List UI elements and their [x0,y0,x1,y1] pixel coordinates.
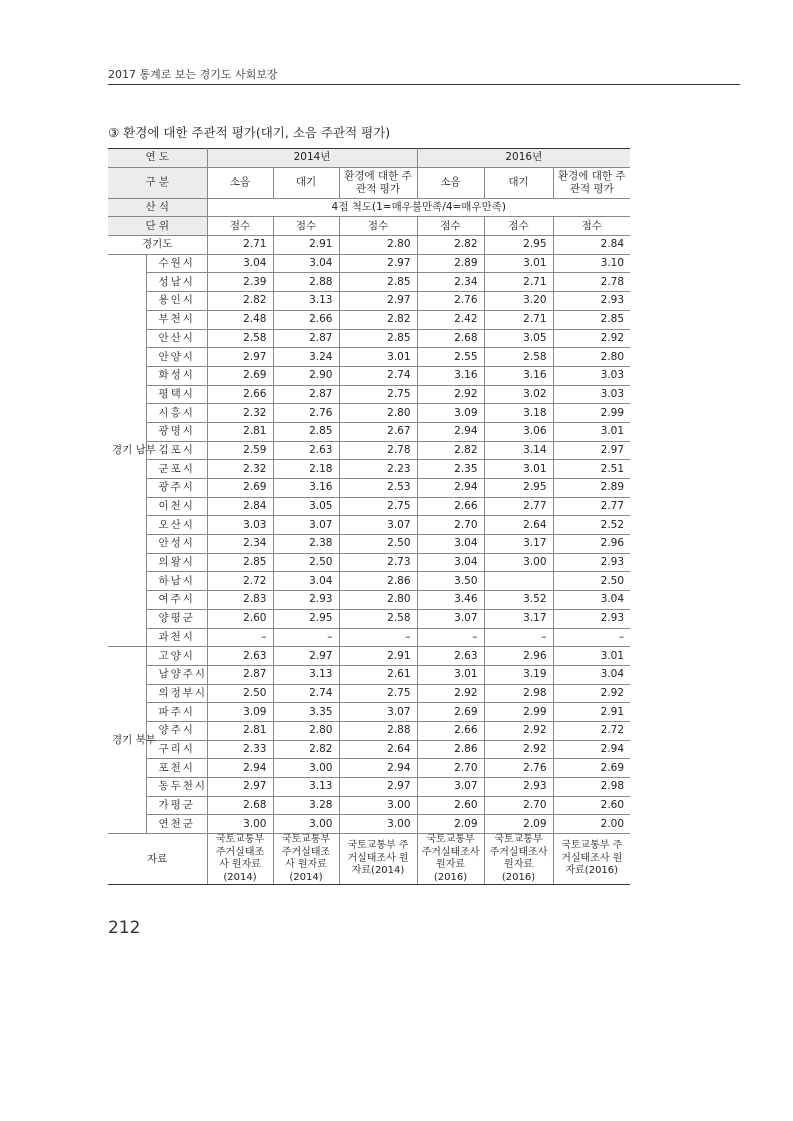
table-row [108,740,630,759]
value-cell: 2.80 [553,348,630,367]
city-name: 성남시 [146,273,207,292]
table-row [108,609,630,628]
value-cell: 3.09 [417,404,484,423]
value-cell: 2.69 [553,759,630,778]
value-cell: 2.60 [553,796,630,815]
value-cell: 2.32 [207,460,273,479]
value-cell: 2.97 [553,441,630,460]
value-cell: 2.18 [273,460,339,479]
value-cell: 2.50 [553,572,630,591]
value-cell: 2.70 [484,796,553,815]
value-cell: 2.69 [417,703,484,722]
value-cell: 2.42 [417,310,484,329]
value-cell: 2.97 [207,778,273,797]
value-cell: 3.17 [484,535,553,554]
source-cell: 국토교통부 주거실태조사 원자료(2016) [553,834,630,885]
value-cell: 2.70 [417,516,484,535]
value-cell: 2.80 [339,236,417,255]
value-cell: 2.85 [553,310,630,329]
value-cell: 2.72 [207,572,273,591]
value-cell: 2.58 [484,348,553,367]
value-cell: 2.82 [417,236,484,255]
page-number: 212 [108,918,141,938]
value-cell: 2.85 [339,273,417,292]
value-cell: 2.38 [273,535,339,554]
value-cell: 3.07 [417,778,484,797]
value-cell: – [417,628,484,647]
city-name: 안양시 [146,348,207,367]
category-label: 구 분 [108,167,207,198]
table-row [108,292,630,311]
value-cell: 2.94 [207,759,273,778]
table-row [108,479,630,498]
value-cell: 2.74 [339,366,417,385]
table-row [108,553,630,572]
value-cell: 2.98 [484,684,553,703]
value-cell: 2.97 [339,254,417,273]
value-cell: 2.87 [273,329,339,348]
city-name: 안산시 [146,329,207,348]
value-cell: – [207,628,273,647]
value-cell: 2.97 [339,778,417,797]
value-cell: 3.02 [484,385,553,404]
city-name: 의정부시 [146,684,207,703]
value-cell: 3.16 [417,366,484,385]
city-name: 이천시 [146,497,207,516]
value-cell: 2.82 [339,310,417,329]
unit-cell: 점수 [417,217,484,236]
header-row-category [108,167,630,198]
value-cell: 2.92 [484,721,553,740]
value-cell: 3.00 [339,815,417,834]
value-cell: 2.70 [417,759,484,778]
header-row-year [108,149,630,168]
source-label: 자료 [108,834,207,885]
value-cell: 2.60 [207,609,273,628]
value-cell: 2.69 [207,479,273,498]
city-name: 포천시 [146,759,207,778]
city-name: 양주시 [146,721,207,740]
value-cell: 2.66 [207,385,273,404]
value-cell: 2.53 [339,479,417,498]
value-cell: 2.32 [207,404,273,423]
value-cell: 3.09 [207,703,273,722]
value-cell: 2.99 [484,703,553,722]
value-cell: 3.06 [484,422,553,441]
value-cell: 3.20 [484,292,553,311]
table-row [108,591,630,610]
value-cell: 2.68 [417,329,484,348]
value-cell: 3.04 [553,591,630,610]
value-cell: 3.07 [339,516,417,535]
value-cell: 2.92 [553,684,630,703]
value-cell: 2.94 [339,759,417,778]
value-cell: 2.64 [339,740,417,759]
value-cell [484,572,553,591]
table-body [108,149,630,885]
table-row [108,516,630,535]
city-name: 구리시 [146,740,207,759]
table-row [108,385,630,404]
value-cell: 2.94 [417,422,484,441]
table-row [108,422,630,441]
unit-cell: 점수 [553,217,630,236]
value-cell: 2.69 [207,366,273,385]
value-cell: 2.58 [207,329,273,348]
table-row [108,535,630,554]
value-cell: 3.14 [484,441,553,460]
value-cell: 3.00 [273,759,339,778]
value-cell: 2.64 [484,516,553,535]
value-cell: 2.96 [484,647,553,666]
value-cell: 3.04 [553,665,630,684]
value-cell: 2.75 [339,684,417,703]
value-cell: 3.28 [273,796,339,815]
city-name: 광주시 [146,479,207,498]
value-cell: 2.61 [339,665,417,684]
value-cell: 3.52 [484,591,553,610]
value-cell: 2.78 [339,441,417,460]
value-cell: 3.00 [273,815,339,834]
table-row [108,497,630,516]
value-cell: 3.00 [484,553,553,572]
value-cell: 2.91 [553,703,630,722]
table-row [108,684,630,703]
value-cell: 3.35 [273,703,339,722]
unit-cell: 점수 [484,217,553,236]
value-cell: 2.76 [417,292,484,311]
city-name: 양평군 [146,609,207,628]
value-cell: 2.71 [207,236,273,255]
table-row [108,273,630,292]
value-cell: – [339,628,417,647]
table-row [108,703,630,722]
value-cell: 2.81 [207,721,273,740]
value-cell: 2.09 [417,815,484,834]
table-row [108,441,630,460]
value-cell: 3.50 [417,572,484,591]
city-name: 화성시 [146,366,207,385]
value-cell: 2.98 [553,778,630,797]
formula-label: 산 식 [108,198,207,217]
section-title: ③ 환경에 대한 주관적 평가(대기, 소음 주관적 평가) [108,125,391,140]
value-cell: 2.50 [339,535,417,554]
value-cell: 3.10 [553,254,630,273]
value-cell: 2.97 [339,292,417,311]
value-cell: 2.71 [484,310,553,329]
unit-cell: 점수 [207,217,273,236]
col-env-2014: 환경에 대한 주관적 평가 [339,167,417,198]
value-cell: 2.84 [553,236,630,255]
source-cell: 국토교통부 주거실태조사 원자료(2014) [207,834,273,885]
city-name: 의왕시 [146,553,207,572]
value-cell: 2.34 [207,535,273,554]
table-row [108,759,630,778]
value-cell: 2.86 [417,740,484,759]
value-cell: 2.85 [339,329,417,348]
city-name: 동두천시 [146,778,207,797]
value-cell: 2.77 [553,497,630,516]
value-cell: 3.17 [484,609,553,628]
value-cell: 2.67 [339,422,417,441]
value-cell: 2.00 [553,815,630,834]
table-row [108,310,630,329]
value-cell: 2.88 [273,273,339,292]
value-cell: 2.81 [207,422,273,441]
value-cell: 2.92 [553,329,630,348]
col-air-2016: 대기 [484,167,553,198]
value-cell: 3.13 [273,292,339,311]
table-row [108,348,630,367]
table-row [108,404,630,423]
year-2016-header: 2016년 [417,149,630,168]
value-cell: 2.94 [553,740,630,759]
value-cell: 2.94 [417,479,484,498]
header-row-unit [108,217,630,236]
table-row [108,460,630,479]
value-cell: 3.01 [484,254,553,273]
value-cell: 2.76 [484,759,553,778]
value-cell: 3.01 [417,665,484,684]
unit-label: 단 위 [108,217,207,236]
total-label: 경기도 [108,236,207,255]
running-header: 2017 통계로 보는 경기도 사회보장 [108,68,278,81]
col-noise-2016: 소음 [417,167,484,198]
statistics-table [108,148,630,885]
value-cell: 2.71 [484,273,553,292]
value-cell: 2.97 [207,348,273,367]
table-row [108,665,630,684]
value-cell: 3.03 [553,366,630,385]
value-cell: 2.85 [207,553,273,572]
value-cell: 2.48 [207,310,273,329]
table-row [108,721,630,740]
value-cell: 2.09 [484,815,553,834]
value-cell: 2.95 [484,479,553,498]
city-name: 안성시 [146,535,207,554]
source-cell: 국토교통부 주거실태조사 원자료(2014) [339,834,417,885]
value-cell: 3.05 [273,497,339,516]
table-row [108,628,630,647]
value-cell: 2.66 [417,497,484,516]
value-cell: 2.55 [417,348,484,367]
value-cell: 2.75 [339,385,417,404]
total-row [108,236,630,255]
year-label: 연 도 [108,149,207,168]
value-cell: 2.33 [207,740,273,759]
value-cell: 3.46 [417,591,484,610]
value-cell: 2.80 [273,721,339,740]
value-cell: 3.04 [207,254,273,273]
value-cell: 3.03 [207,516,273,535]
value-cell: 2.97 [273,647,339,666]
table-row [108,647,630,666]
value-cell: 3.07 [417,609,484,628]
north-region-label: 경기 북부 [108,647,146,834]
city-name: 고양시 [146,647,207,666]
city-name: 파주시 [146,703,207,722]
value-cell: 3.07 [273,516,339,535]
city-name: 군포시 [146,460,207,479]
value-cell: 2.85 [273,422,339,441]
value-cell: 2.68 [207,796,273,815]
table-row [108,778,630,797]
unit-cell: 점수 [339,217,417,236]
table-row [108,796,630,815]
value-cell: 3.16 [484,366,553,385]
value-cell: 2.63 [417,647,484,666]
value-cell: 3.05 [484,329,553,348]
city-name: 김포시 [146,441,207,460]
value-cell: 2.93 [553,609,630,628]
col-env-2016: 환경에 대한 주관적 평가 [553,167,630,198]
value-cell: – [484,628,553,647]
source-row [108,834,630,885]
city-name: 수원시 [146,254,207,273]
header-divider [108,84,740,85]
value-cell: 2.63 [207,647,273,666]
value-cell: 2.35 [417,460,484,479]
value-cell: 2.77 [484,497,553,516]
value-cell: 2.82 [273,740,339,759]
table-row [108,329,630,348]
value-cell: 3.24 [273,348,339,367]
value-cell: 2.87 [207,665,273,684]
value-cell: 3.04 [417,553,484,572]
value-cell: 2.87 [273,385,339,404]
city-name: 용인시 [146,292,207,311]
value-cell: 3.01 [484,460,553,479]
value-cell: 2.66 [417,721,484,740]
value-cell: 2.96 [553,535,630,554]
value-cell: 2.58 [339,609,417,628]
value-cell: – [273,628,339,647]
table-row [108,366,630,385]
value-cell: 2.82 [207,292,273,311]
city-name: 연천군 [146,815,207,834]
value-cell: 2.84 [207,497,273,516]
value-cell: 3.16 [273,479,339,498]
value-cell: 2.89 [553,479,630,498]
city-name: 오산시 [146,516,207,535]
value-cell: 3.13 [273,778,339,797]
value-cell: 3.01 [553,422,630,441]
source-cell: 국토교통부 주거실태조사 원자료(2014) [273,834,339,885]
value-cell: 2.60 [417,796,484,815]
value-cell: 2.74 [273,684,339,703]
value-cell: 2.86 [339,572,417,591]
table-row [108,815,630,834]
value-cell: 2.63 [273,441,339,460]
value-cell: 3.04 [273,572,339,591]
value-cell: 3.07 [339,703,417,722]
value-cell: 2.51 [553,460,630,479]
value-cell: 2.50 [273,553,339,572]
value-cell: 2.59 [207,441,273,460]
city-name: 광명시 [146,422,207,441]
source-cell: 국토교통부 주거실태조사 원자료(2016) [417,834,484,885]
value-cell: 2.92 [484,740,553,759]
value-cell: 3.18 [484,404,553,423]
value-cell: 2.93 [273,591,339,610]
value-cell: 2.76 [273,404,339,423]
value-cell: 2.90 [273,366,339,385]
value-cell: 3.04 [273,254,339,273]
value-cell: 3.01 [339,348,417,367]
value-cell: 2.91 [339,647,417,666]
south-region-label: 경기 남부 [108,254,146,646]
col-noise-2014: 소음 [207,167,273,198]
value-cell: 2.99 [553,404,630,423]
value-cell: 2.83 [207,591,273,610]
source-cell: 국토교통부 주거실태조사 원자료(2016) [484,834,553,885]
value-cell: 2.92 [417,684,484,703]
value-cell: 2.93 [553,553,630,572]
value-cell: 2.78 [553,273,630,292]
header-row-formula [108,198,630,217]
value-cell: 2.80 [339,404,417,423]
value-cell: 2.91 [273,236,339,255]
city-name: 여주시 [146,591,207,610]
year-2014-header: 2014년 [207,149,417,168]
value-cell: 3.01 [553,647,630,666]
table-row [108,572,630,591]
formula-value: 4점 척도(1=매우불만족/4=매우만족) [207,198,630,217]
value-cell: 2.52 [553,516,630,535]
value-cell: 3.03 [553,385,630,404]
city-name: 가평군 [146,796,207,815]
value-cell: 2.34 [417,273,484,292]
unit-cell: 점수 [273,217,339,236]
table-row [108,254,630,273]
value-cell: 3.00 [339,796,417,815]
value-cell: 2.75 [339,497,417,516]
value-cell: 2.80 [339,591,417,610]
value-cell: 2.23 [339,460,417,479]
city-name: 평택시 [146,385,207,404]
value-cell: 3.00 [207,815,273,834]
city-name: 하남시 [146,572,207,591]
value-cell: 2.66 [273,310,339,329]
value-cell: 2.82 [417,441,484,460]
city-name: 과천시 [146,628,207,647]
value-cell: 2.95 [273,609,339,628]
value-cell: 2.93 [484,778,553,797]
value-cell: 2.88 [339,721,417,740]
value-cell: 2.73 [339,553,417,572]
city-name: 남양주시 [146,665,207,684]
value-cell: 2.95 [484,236,553,255]
city-name: 부천시 [146,310,207,329]
value-cell: 2.39 [207,273,273,292]
value-cell: 3.13 [273,665,339,684]
value-cell: 3.04 [417,535,484,554]
city-name: 시흥시 [146,404,207,423]
col-air-2014: 대기 [273,167,339,198]
value-cell: – [553,628,630,647]
value-cell: 2.50 [207,684,273,703]
value-cell: 2.92 [417,385,484,404]
value-cell: 2.72 [553,721,630,740]
value-cell: 3.19 [484,665,553,684]
value-cell: 2.93 [553,292,630,311]
value-cell: 2.89 [417,254,484,273]
